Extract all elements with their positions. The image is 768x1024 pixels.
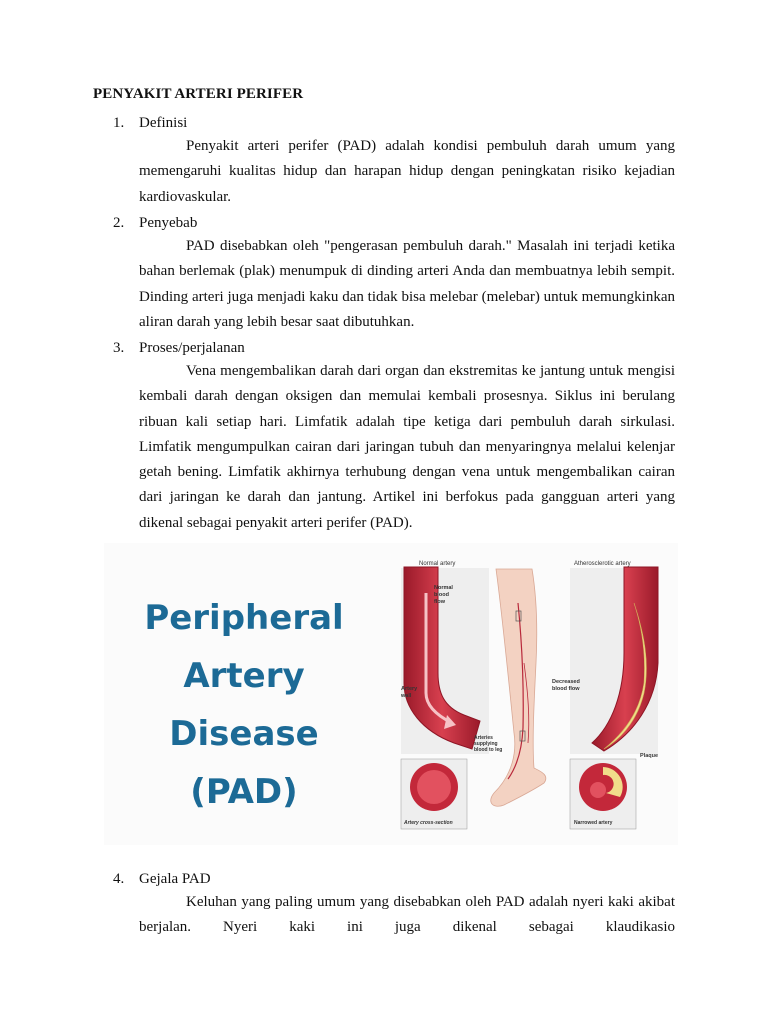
section-number: 4. [113, 871, 125, 887]
pad-figure [104, 543, 678, 845]
section-heading-penyebab [113, 213, 197, 233]
label-atherosclerotic-artery: Atherosclerotic artery [574, 561, 631, 567]
label-decreased-flow-2: blood flow [552, 686, 580, 692]
document-title: PENYAKIT ARTERI PERIFER [93, 86, 304, 102]
section-heading-text: Penyebab [139, 215, 198, 231]
section-paragraph-gejala: Keluhan yang paling umum yang disebabkan oleh PAD adalah nyeri kaki akibat berjalan. Nyeri kaki ini juga dikenal sebagai klaudikasio [139, 894, 675, 936]
section-heading-gejala [113, 869, 211, 889]
label-arteries-supplying-1: Arteries [474, 735, 493, 741]
normal-cross-section-lumen [417, 770, 451, 804]
label-artery-cross-section: Artery cross-section [404, 820, 453, 826]
label-artery-wall-2: wall [401, 693, 412, 699]
narrowed-cross-section-lumen [590, 782, 606, 798]
label-artery-wall-1: Artery [401, 686, 418, 692]
label-plaque: Plaque [640, 753, 659, 759]
label-normal-blood-flow-1: Normal [434, 585, 453, 591]
section-heading-proses [113, 338, 245, 358]
figure-title-line: Artery [183, 656, 305, 696]
label-normal-artery: Normal artery [419, 561, 456, 567]
section-paragraph-proses: Vena mengembalikan darah dari organ dan ekstremitas ke jantung untuk mengisi kembali darah dengan oksigen dan memulai kembali prosesnya. Siklus ini berulang ribuan kali setiap hari. Limfatik adalah tipe ketiga dari pembuluh darah sirkulasi. Limfatik mengumpulkan cairan dari jaringan tubuh dan menyaringnya melalui kelenjar getah bening. Limfatik akhirnya terhubung dengan vena untuk mengembalikan cairan dari jaringan ke darah dan jantung. Artikel ini berfokus pada gangguan arteri yang dikenal sebagai penyakit arteri perifer (PAD). [139, 363, 675, 531]
section-heading-text: Gejala PAD [139, 871, 211, 887]
label-normal-blood-flow-3: flow [434, 599, 445, 605]
label-narrowed-artery: Narrowed artery [574, 820, 613, 826]
figure-title-line: Disease [169, 714, 319, 754]
section-paragraph-penyebab: PAD disebabkan oleh "pengerasan pembuluh darah." Masalah ini terjadi ketika bahan berlemak (plak) menumpuk di dinding arteri Anda dan membuatnya lebih sempit. Dinding arteri juga menjadi kaku dan tidak bisa melebar (melebar) untuk memungkinkan aliran darah yang lebih besar saat dibutuhkan. [139, 238, 675, 330]
label-normal-blood-flow-2: blood [434, 592, 449, 598]
artery-illustration [104, 543, 678, 845]
figure-title-line: (PAD) [190, 772, 298, 812]
label-arteries-supplying-2: supplying [474, 741, 498, 747]
section-paragraph-definisi: Penyakit arteri perifer (PAD) adalah kondisi pembuluh darah umum yang memengaruhi kualitas hidup dan harapan hidup dengan peningkatan risiko kejadian kardiovaskular. [139, 138, 675, 205]
figure-title-line: Peripheral [144, 598, 344, 638]
label-arteries-supplying-3: blood to leg [474, 747, 503, 753]
section-heading-text: Proses/perjalanan [139, 340, 245, 356]
label-decreased-flow-1: Decreased [552, 679, 580, 685]
section-heading-text: Definisi [139, 115, 188, 131]
section-number: 1. [113, 115, 125, 131]
section-heading-definisi [113, 113, 187, 133]
section-number: 2. [113, 215, 125, 231]
section-number: 3. [113, 340, 125, 356]
